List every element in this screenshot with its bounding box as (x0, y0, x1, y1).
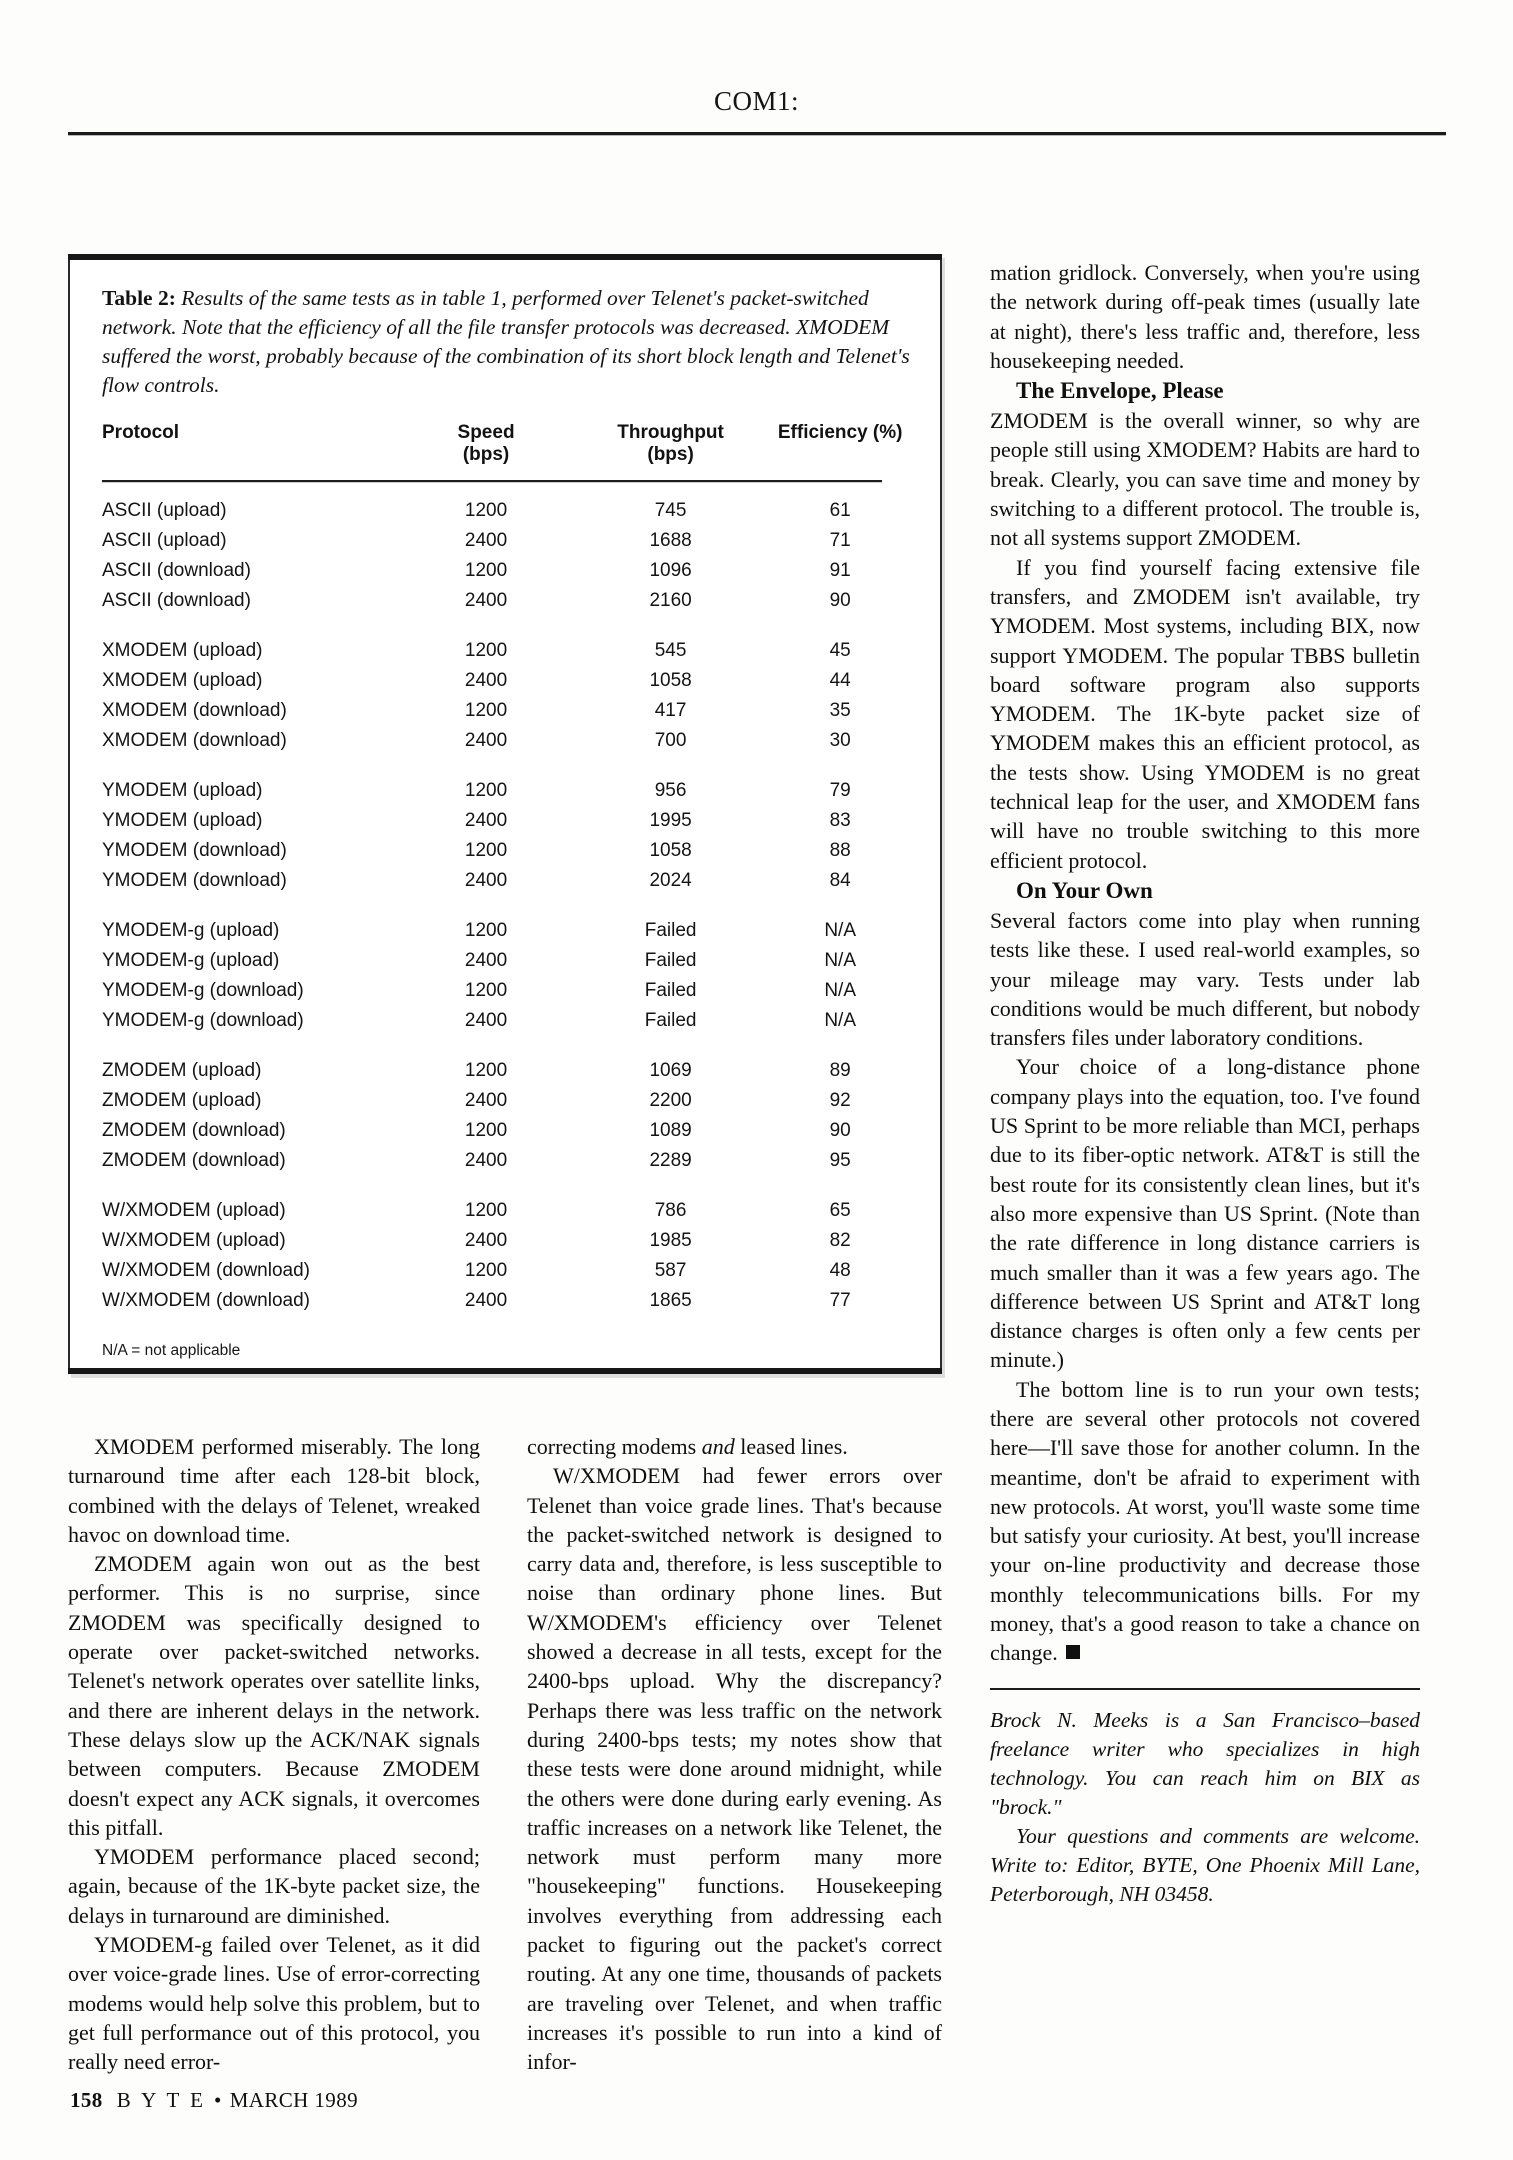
cell-efficiency: 84 (829, 870, 851, 891)
table-row (102, 1196, 910, 1226)
cell-speed: 1200 (464, 840, 508, 861)
cell-efficiency: N/A (824, 920, 857, 941)
table-group-separator (102, 1036, 910, 1056)
magazine-name: B Y T E (116, 2088, 206, 2112)
table-header-row (102, 422, 910, 470)
bottom-middle-paragraph-1-pre: correcting modems (527, 1434, 702, 1459)
cell-throughput: 2024 (649, 870, 692, 891)
column-header-protocol: Protocol (102, 422, 180, 443)
byline-rule (990, 1688, 1420, 1690)
cell-protocol: W/XMODEM (download) (102, 1290, 310, 1311)
cell-speed: 2400 (464, 1290, 508, 1311)
table-row (102, 636, 910, 666)
running-head: COM1: (713, 86, 800, 116)
cell-throughput: 1985 (649, 1230, 692, 1251)
table-row (102, 1006, 910, 1036)
cell-efficiency: 90 (829, 590, 851, 611)
cell-throughput: 700 (654, 730, 687, 751)
cell-efficiency: 48 (829, 1260, 851, 1281)
paragraph-own-2: Your choice of a long-distance phone company plays into the equation, too. I've found US Sprint to be more reliable than MCI, perhaps due to its fiber-optic network. AT&T is still the best route for its consistently clean lines, but it's also more expensive than US Sprint. (Note than the rate difference in long distance carriers is much smaller than it was a few years ago. The difference between US Sprint and AT&T long distance charges is often only a few cents per minute.) (990, 1054, 1420, 1373)
cell-speed: 2400 (464, 810, 508, 831)
cell-protocol: W/XMODEM (download) (102, 1260, 310, 1281)
table-row (102, 946, 910, 976)
cell-speed: 2400 (464, 1090, 508, 1111)
cell-efficiency: N/A (824, 1010, 857, 1031)
cell-throughput: 1688 (649, 530, 692, 551)
running-head-rule (68, 132, 1446, 135)
cell-speed: 2400 (464, 1230, 508, 1251)
bottom-middle-emphasis-and: and (701, 1434, 735, 1459)
cell-protocol: XMODEM (upload) (102, 670, 263, 691)
cell-protocol: YMODEM (upload) (102, 810, 263, 831)
cell-protocol: YMODEM (download) (102, 870, 287, 891)
cell-throughput: 956 (654, 780, 687, 801)
subhead-on-your-own: On Your Own (1016, 877, 1153, 903)
paragraph-own-1: Several factors come into play when running tests like these. I used real-world examples, so your mileage may vary. Tests under lab conditions would be much different, but nobody transfers files under laboratory conditions. (990, 907, 1420, 1051)
table-row (102, 1256, 910, 1286)
table-caption-label: Table 2: (102, 286, 176, 310)
cell-throughput: Failed (644, 980, 697, 1001)
cell-protocol: ASCII (download) (102, 590, 251, 611)
cell-efficiency: 95 (829, 1150, 851, 1171)
cell-efficiency: 79 (829, 780, 851, 801)
bottom-left-paragraph-3: YMODEM performance placed second; again, because of the 1K-byte packet size, the delays in turnaround are diminished. (68, 1844, 480, 1928)
bottom-left-paragraph-1: XMODEM performed miserably. The long turnaround time after each 128-bit block, combined with the delays of Telenet, wreaked havoc on download time. (68, 1434, 480, 1547)
bottom-middle-paragraph-2: W/XMODEM had fewer errors over Telenet than voice grade lines. That's because the packet-switched network is designed to carry data and, therefore, is less susceptible to noise than ordinary phone lines. But W/XMODEM's efficiency over Telenet showed a decrease in all tests, except for the 2400-bps upload. Why the discrepancy? Perhaps there was less traffic on the network during 2400-bps tests; my notes show that these tests were done around midnight, while the others were done during early evening. As traffic increases on a network like Telenet, the network must perform many more "housekeeping" functions. Housekeeping involves everything from addressing each packet to figuring out the packet's correct routing. At any one time, thousands of packets are traveling over Telenet, and when traffic increases it's possible to run into a kind of infor- (527, 1463, 942, 2075)
paragraph-own-3 (990, 1375, 1420, 1668)
table-row (102, 1086, 910, 1116)
cell-efficiency: 91 (829, 560, 851, 581)
cell-protocol: YMODEM (download) (102, 840, 287, 861)
cell-efficiency: 83 (829, 810, 851, 831)
cell-protocol: YMODEM-g (download) (102, 1010, 304, 1031)
cell-protocol: W/XMODEM (upload) (102, 1200, 286, 1221)
cell-efficiency: 30 (829, 730, 851, 751)
cell-throughput: 1058 (649, 840, 692, 861)
cell-throughput: Failed (644, 950, 697, 971)
cell-efficiency: 92 (829, 1090, 851, 1111)
cell-throughput: 1089 (649, 1120, 692, 1141)
cell-protocol: YMODEM-g (upload) (102, 950, 280, 971)
paragraph-envelope-1: ZMODEM is the overall winner, so why are people still using XMODEM? Habits are hard to break. Clearly, you can save time and money by switching to a different protocol. The trouble is, not all systems support ZMODEM. (990, 408, 1420, 551)
table-row (102, 1116, 910, 1146)
bottom-middle-paragraph-1 (527, 1432, 942, 1461)
table-caption (102, 284, 910, 400)
cell-speed: 2400 (464, 530, 508, 551)
table-row (102, 1226, 910, 1256)
cell-efficiency: 90 (829, 1120, 851, 1141)
cell-speed: 1200 (464, 780, 508, 801)
cell-efficiency: 45 (829, 640, 851, 661)
cell-protocol: ZMODEM (download) (102, 1120, 286, 1141)
table-caption-text: Results of the same tests as in table 1, performed over Telenet's packet-switched network. Note that the efficiency of all the file transfer protocols was decreased. XMODEM suffered the worst, probably because of the combination of its short block length and Telenet's flow controls. (102, 286, 910, 397)
table-group-separator (102, 896, 910, 916)
cell-protocol: YMODEM (upload) (102, 780, 263, 801)
page-number: 158 (70, 2088, 103, 2112)
table-row (102, 526, 910, 556)
cell-speed: 1200 (464, 700, 508, 721)
cell-protocol: XMODEM (download) (102, 700, 287, 721)
byline-contact: Your questions and comments are welcome. Write to: Editor, BYTE, One Phoenix Mill Lane, Peterborough, NH 03458. (990, 1823, 1420, 1906)
bottom-middle-paragraph-1-post: leased lines. (734, 1434, 848, 1459)
cell-throughput: 745 (654, 500, 687, 521)
results-table (102, 422, 910, 1316)
cell-efficiency: 61 (829, 500, 851, 521)
column-header-throughput-unit: (bps) (647, 444, 694, 465)
table-group-separator (102, 756, 910, 776)
table-row (102, 806, 910, 836)
cell-protocol: ZMODEM (download) (102, 1150, 286, 1171)
byline-bio: Brock N. Meeks is a San Francisco–based freelance writer who specializes in high technology. You can reach him on BIX as "brock." (990, 1707, 1420, 1819)
cell-throughput: 786 (654, 1200, 687, 1221)
table-row (102, 726, 910, 756)
column-header-speed-unit: (bps) (462, 444, 510, 465)
cell-speed: 1200 (464, 1060, 508, 1081)
table-row (102, 696, 910, 726)
cell-speed: 2400 (464, 590, 508, 611)
cell-speed: 1200 (464, 640, 508, 661)
cell-speed: 1200 (464, 920, 508, 941)
cell-protocol: W/XMODEM (upload) (102, 1230, 286, 1251)
cell-throughput: 1058 (649, 670, 692, 691)
folio-separator: • (213, 2088, 222, 2112)
cell-throughput: 1995 (649, 810, 692, 831)
end-mark-icon (1066, 1645, 1080, 1659)
cell-speed: 2400 (464, 1150, 508, 1171)
paragraph-envelope-2: If you find yourself facing extensive file transfers, and ZMODEM isn't available, try YMODEM. Most systems, including BIX, now support YMODEM. The popular TBBS bulletin board software program also supports YMODEM. The 1K-byte packet size of YMODEM makes this an efficient protocol, as the tests show. Using YMODEM is no great technical leap for the user, and XMODEM fans will have no trouble switching to this more efficient protocol. (990, 554, 1420, 873)
paragraph-continued: mation gridlock. Conversely, when you're using the network during off-peak times (usually late at night), there's less traffic and, therefore, less housekeeping needed. (990, 260, 1420, 373)
cell-throughput: Failed (644, 1010, 697, 1031)
issue-date: MARCH 1989 (229, 2088, 359, 2112)
cell-throughput: 2289 (649, 1150, 692, 1171)
cell-efficiency: 82 (829, 1230, 851, 1251)
cell-protocol: YMODEM-g (upload) (102, 920, 280, 941)
table-group-separator (102, 616, 910, 636)
cell-throughput: 1096 (649, 560, 692, 581)
cell-throughput: 587 (654, 1260, 687, 1281)
column-header-efficiency: Efficiency (%) (777, 422, 903, 443)
author-byline (990, 1706, 1420, 1909)
table-row (102, 836, 910, 866)
cell-throughput: 1865 (649, 1290, 692, 1311)
table-row (102, 1146, 910, 1176)
cell-speed: 1200 (464, 500, 508, 521)
table-row (102, 1286, 910, 1316)
cell-speed: 1200 (464, 560, 508, 581)
column-header-speed-label: Speed (457, 422, 515, 443)
cell-speed: 2400 (464, 670, 508, 691)
cell-speed: 2400 (464, 730, 508, 751)
cell-speed: 1200 (464, 980, 508, 1001)
cell-efficiency: N/A (824, 980, 857, 1001)
cell-protocol: YMODEM-g (download) (102, 980, 304, 1001)
paragraph-own-3-text: The bottom line is to run your own tests; there are several other protocols not covered here—I'll save those for another column. In the meantime, don't be afraid to experiment with new protocols. At worst, you'll waste some time but satisfy your curiosity. At best, you'll increase your on-line productivity and decrease those monthly telecommunications bills. For my money, that's a good reason to take a chance on change. (990, 1376, 1420, 1666)
subhead-the-envelope-please: The Envelope, Please (1016, 378, 1224, 404)
bottom-left-paragraph-4: YMODEM-g failed over Telenet, as it did over voice-grade lines. Use of error-correcting modems would help solve this problem, but to get full performance out of this protocol, you really need error- (68, 1932, 480, 2075)
cell-speed: 1200 (464, 1120, 508, 1141)
cell-efficiency: 77 (829, 1290, 851, 1311)
cell-throughput: Failed (644, 920, 697, 941)
bottom-left-paragraph-2: ZMODEM again won out as the best performer. This is no surprise, since ZMODEM was specifically designed to operate over packet-switched networks. Telenet's network operates over satellite links, and there are inherent delays in the network. These delays slow up the ACK/NAK signals between computers. Because ZMODEM doesn't expect any ACK signals, it overcomes this pitfall. (68, 1551, 480, 1840)
cell-protocol: ZMODEM (upload) (102, 1090, 262, 1111)
cell-efficiency: 44 (829, 670, 851, 691)
table-header-rule (102, 480, 882, 482)
cell-protocol: ASCII (download) (102, 560, 251, 581)
table-group-separator (102, 1176, 910, 1196)
cell-throughput: 417 (654, 700, 687, 721)
cell-throughput: 1069 (649, 1060, 692, 1081)
cell-protocol: ZMODEM (upload) (102, 1060, 262, 1081)
cell-efficiency: 35 (829, 700, 851, 721)
table-footnote: N/A = not applicable (102, 1342, 241, 1359)
cell-efficiency: 65 (829, 1200, 851, 1221)
table-row (102, 496, 910, 526)
table-body (102, 496, 910, 1316)
table-row (102, 556, 910, 586)
cell-speed: 2400 (464, 1010, 508, 1031)
cell-protocol: ASCII (upload) (102, 530, 227, 551)
cell-speed: 1200 (464, 1260, 508, 1281)
cell-throughput: 2200 (649, 1090, 692, 1111)
cell-efficiency: 71 (829, 530, 851, 551)
table-row (102, 666, 910, 696)
table-row (102, 1056, 910, 1086)
bottom-left-column (68, 1432, 480, 2077)
page-folio (70, 2088, 358, 2113)
cell-throughput: 2160 (649, 590, 692, 611)
table-row (102, 866, 910, 896)
cell-speed: 2400 (464, 870, 508, 891)
cell-efficiency: N/A (824, 950, 857, 971)
table-row (102, 586, 910, 616)
right-column (990, 258, 1420, 1909)
cell-speed: 1200 (464, 1200, 508, 1221)
table-row (102, 976, 910, 1006)
cell-efficiency: 89 (829, 1060, 851, 1081)
cell-protocol: ASCII (upload) (102, 500, 227, 521)
cell-protocol: XMODEM (download) (102, 730, 287, 751)
column-header-speed (401, 422, 571, 466)
bottom-middle-column (527, 1432, 942, 2077)
cell-efficiency: 88 (829, 840, 851, 861)
table-2-box (68, 254, 942, 1374)
cell-speed: 2400 (464, 950, 508, 971)
column-header-throughput (571, 422, 771, 466)
cell-throughput: 545 (654, 640, 687, 661)
cell-protocol: XMODEM (upload) (102, 640, 263, 661)
table-row (102, 776, 910, 806)
table-row (102, 916, 910, 946)
column-header-throughput-label: Throughput (617, 422, 724, 443)
